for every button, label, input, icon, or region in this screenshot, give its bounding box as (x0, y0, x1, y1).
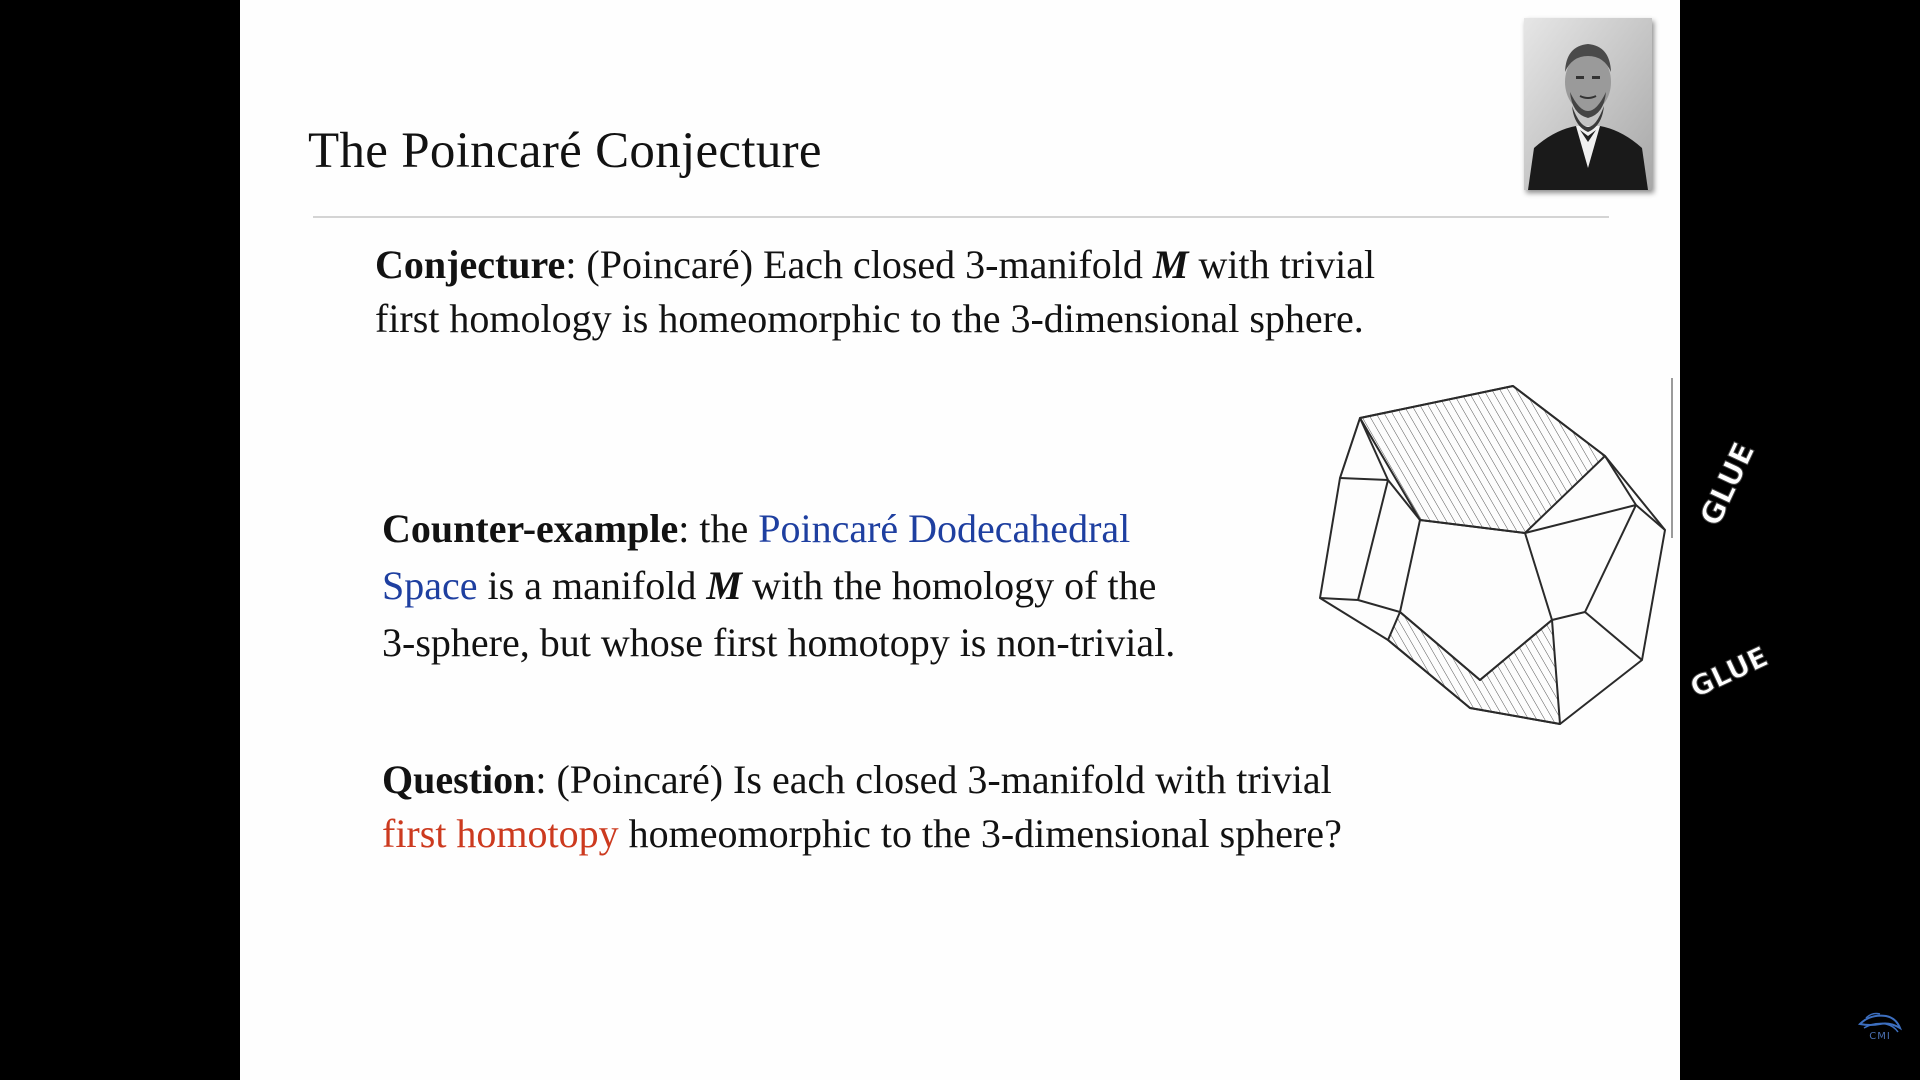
dodecahedral-space-link-part2[interactable]: Space (382, 563, 478, 608)
counter-line-3: 3-sphere, but whose first homotopy is non-trivial. (382, 620, 1176, 665)
slide-edge-mark (1671, 378, 1673, 538)
slide-title: The Poincaré Conjecture (308, 123, 822, 179)
slide (240, 0, 1774, 1080)
first-homotopy-highlight: first homotopy (382, 811, 619, 856)
glue-label-bottom: GLUE (1685, 639, 1774, 705)
dodecahedron-icon (1310, 375, 1774, 745)
counter-text-1: : the (678, 506, 759, 551)
counter-math-m: M (706, 563, 742, 608)
counter-line-2 (382, 557, 1175, 614)
conjecture-text-1b: with trivial (1188, 242, 1376, 287)
title-divider (313, 216, 1609, 218)
conjecture-text-1a: : (Poincaré) Each closed 3-manifold (565, 242, 1153, 287)
portrait-photo-icon (1524, 18, 1652, 190)
question-label: Question (382, 757, 536, 802)
question-line-2 (382, 807, 1342, 861)
cmi-logo-text: CMI (1869, 1031, 1891, 1042)
question-paragraph (382, 753, 1342, 861)
dodecahedral-space-link-part1[interactable]: Poincaré Dodecahedral (758, 506, 1131, 551)
question-text-2: homeomorphic to the 3-dimensional sphere? (618, 811, 1342, 856)
counter-example-label: Counter-example (382, 506, 679, 551)
conjecture-paragraph (375, 238, 1375, 346)
glue-label-top: GLUE (1693, 437, 1763, 532)
conjecture-line-2: first homology is homeomorphic to the 3-dimensional sphere. (375, 296, 1364, 341)
question-text-1: : (Poincaré) Is each closed 3-manifold with trivial (535, 757, 1332, 802)
counter-example-paragraph (382, 500, 1175, 671)
counter-text-2a: is a manifold (477, 563, 707, 608)
conjecture-label: Conjecture (375, 242, 566, 287)
counter-line-1 (382, 500, 1175, 557)
counter-text-2b: with the homology of the (741, 563, 1157, 608)
conjecture-math-m: M (1152, 242, 1189, 287)
conjecture-line-1 (375, 238, 1375, 292)
question-line-1 (382, 753, 1342, 807)
